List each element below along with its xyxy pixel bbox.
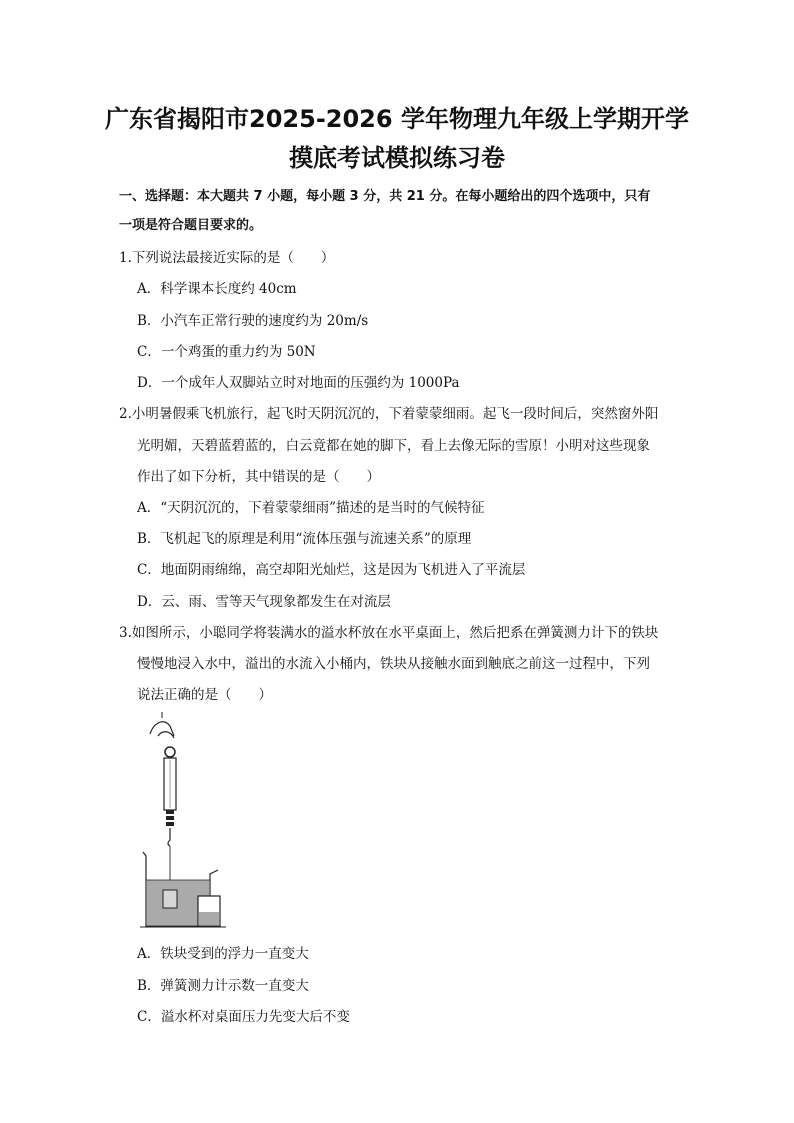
question-1-option-a: A．科学课本长度约 40cm — [137, 281, 297, 297]
question-2-option-c: C．地面阴雨绵绵，高空却阳光灿烂，这是因为飞机进入了平流层 — [137, 562, 526, 578]
question-3-stem-line1: 3.如图所示，小聪同学将装满水的溢水杯放在水平桌面上，然后把系在弹簧测力计下的铁块 — [119, 625, 659, 641]
spring-scale-overflow-cup-figure — [140, 712, 230, 932]
question-2-stem-line3: 作出了如下分析，其中错误的是（ ） — [137, 469, 380, 485]
question-1-option-b: B．小汽车正常行驶的速度约为 20m/s — [137, 313, 369, 329]
exam-title-line2: 摸底考试模拟练习卷 — [289, 144, 505, 172]
question-2-option-a: A．“天阴沉沉的，下着蒙蒙细雨”描述的是当时的气候特征 — [137, 500, 485, 516]
scale-ring — [165, 747, 175, 757]
question-1-option-c: C．一个鸡蛋的重力约为 50N — [137, 344, 316, 360]
question-2-option-d: D．云、雨、雪等天气现象都发生在对流层 — [137, 594, 391, 610]
question-3-stem-line3: 说法正确的是（ ） — [137, 687, 272, 703]
iron-block — [163, 890, 177, 908]
hand-icon — [150, 712, 174, 738]
question-3-option-c: C．溢水杯对桌面压力先变大后不变 — [137, 1009, 350, 1025]
question-3-stem-line2: 慢慢地浸入水中，溢出的水流入小桶内，铁块从接触水面到触底之前这一过程中，下列 — [137, 656, 650, 672]
question-3-option-a: A．铁块受到的浮力一直变大 — [137, 946, 309, 962]
question-1-option-d: D．一个成年人双脚站立时对地面的压强约为 1000Pa — [137, 375, 460, 391]
question-1-stem: 1.下列说法最接近实际的是（ ） — [119, 250, 335, 266]
section-instruction-line2: 一项是符合题目要求的。 — [119, 218, 263, 233]
exam-title-line1: 广东省揭阳市2025-2026 学年物理九年级上学期开学 — [105, 105, 689, 133]
question-2-stem-line2: 光明媚，天碧蓝碧蓝的，白云竟都在她的脚下，看上去像无际的雪原！小明对这些现象 — [137, 438, 650, 454]
question-2-stem-line1: 2.小明暑假乘飞机旅行，起飞时天阴沉沉的，下着蒙蒙细雨。起飞一段时间后，突然窗外阳 — [119, 406, 659, 422]
question-2-option-b: B．飞机起飞的原理是利用“流体压强与流速关系”的原理 — [137, 531, 472, 547]
scale-hook — [168, 828, 170, 846]
question-3-option-b: B．弹簧测力计示数一直变大 — [137, 978, 309, 994]
section-instruction-line1: 一、选择题：本大题共 7 小题，每小题 3 分，共 21 分。在每小题给出的四个选项中，只有 — [119, 189, 651, 204]
